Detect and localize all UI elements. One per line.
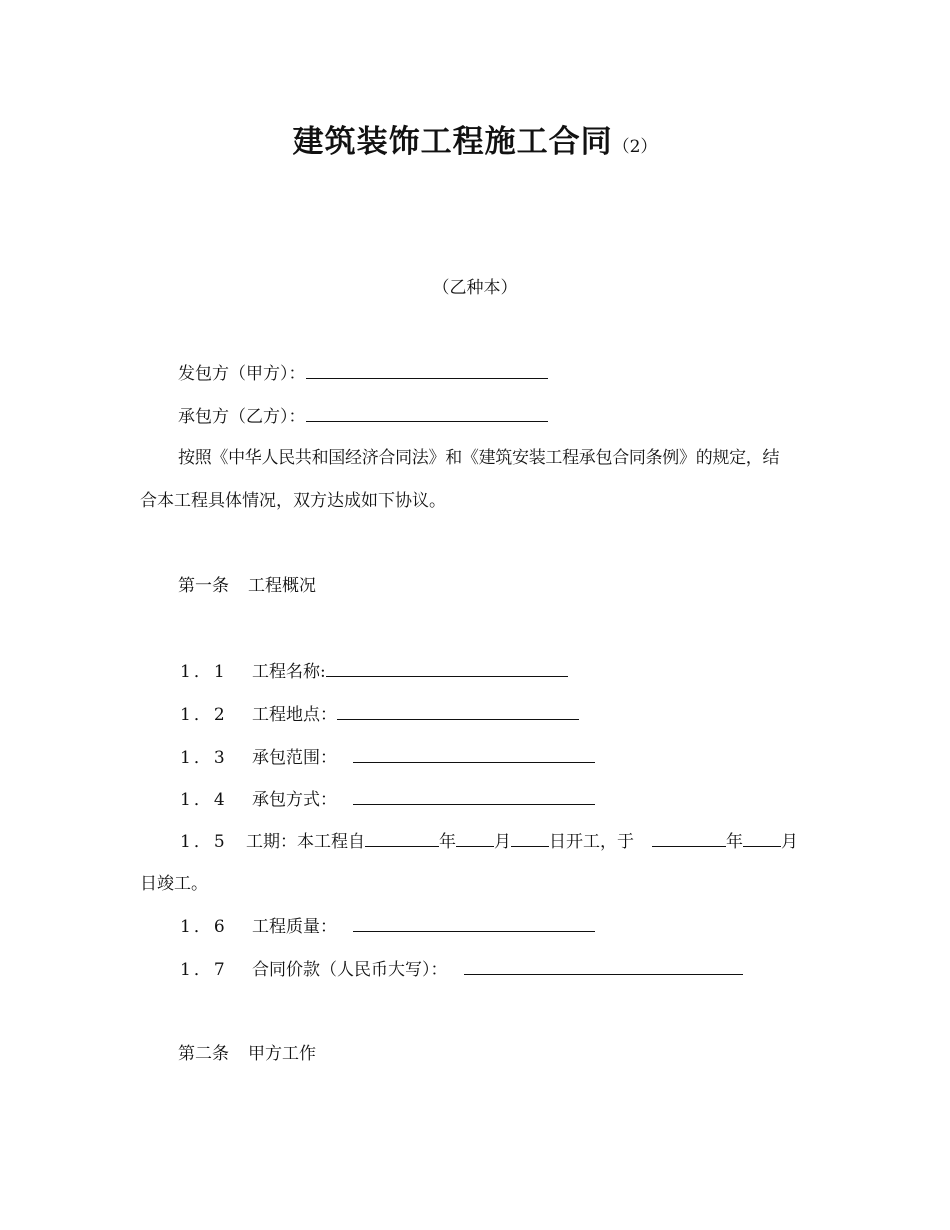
item-label: 承包方式：	[252, 790, 337, 810]
start-day-blank	[511, 829, 549, 847]
item-blank	[353, 914, 595, 932]
item-number: 1．5	[180, 832, 228, 852]
article2-heading	[178, 1042, 316, 1066]
item-blank	[464, 957, 743, 975]
item-number: 1．6	[180, 917, 228, 937]
item-1-1	[180, 659, 568, 684]
item-1-4	[180, 787, 595, 812]
item-label: 工程地点：	[252, 705, 337, 725]
item-number: 1．2	[180, 705, 228, 725]
item-1-5-line-2: 日竣工。	[140, 874, 208, 894]
item-number: 1．3	[180, 748, 228, 768]
item-1-2	[180, 702, 579, 727]
item-1-3	[180, 745, 595, 770]
item-1-5	[180, 829, 798, 854]
contractor-label: 承包方（乙方）：	[178, 407, 306, 427]
item-number: 1．1	[180, 662, 228, 682]
month-label: 月	[494, 832, 511, 852]
employer-line	[178, 361, 548, 386]
edition-label: （乙种本）	[432, 278, 518, 298]
employer-blank	[306, 361, 548, 379]
contractor-line	[178, 404, 548, 429]
document-title	[0, 116, 950, 161]
end-month-blank	[743, 829, 781, 847]
item-label: 工程质量：	[252, 917, 337, 937]
year-label: 年	[439, 832, 456, 852]
item-1-7	[180, 957, 743, 982]
item-label: 合同价款（人民币大写）：	[252, 960, 448, 980]
start-year-blank	[365, 829, 439, 847]
year-label: 年	[726, 832, 743, 852]
item-label: 工程名称:	[252, 662, 326, 682]
month-label: 月	[781, 832, 798, 852]
item-1-6	[180, 914, 595, 939]
item-label: 承包范围：	[252, 748, 337, 768]
item-blank	[353, 745, 595, 763]
end-year-blank	[652, 829, 726, 847]
article1-heading	[178, 574, 316, 598]
article1-number: 第一条	[178, 576, 229, 596]
item-blank	[326, 659, 568, 677]
title-main: 建筑装饰工程施工合同	[292, 124, 613, 160]
period-end-text: 日开工，于	[549, 832, 634, 852]
item-number: 1．7	[180, 960, 228, 980]
item-blank	[353, 787, 595, 805]
employer-label: 发包方（甲方）：	[178, 364, 306, 384]
intro-line-1: 按照《中华人民共和国经济合同法》和《建筑安装工程承包合同条例》的规定，结	[178, 448, 780, 468]
item-number: 1．4	[180, 790, 228, 810]
title-suffix: （2）	[612, 137, 658, 157]
article2-title: 甲方工作	[248, 1044, 316, 1064]
item-blank	[337, 702, 579, 720]
article2-number: 第二条	[178, 1044, 229, 1064]
period-start-text: 工期：本工程自	[246, 832, 365, 852]
intro-line-2: 合本工程具体情况，双方达成如下协议。	[140, 491, 446, 511]
article1-title: 工程概况	[248, 576, 316, 596]
contractor-blank	[306, 404, 548, 422]
start-month-blank	[456, 829, 494, 847]
